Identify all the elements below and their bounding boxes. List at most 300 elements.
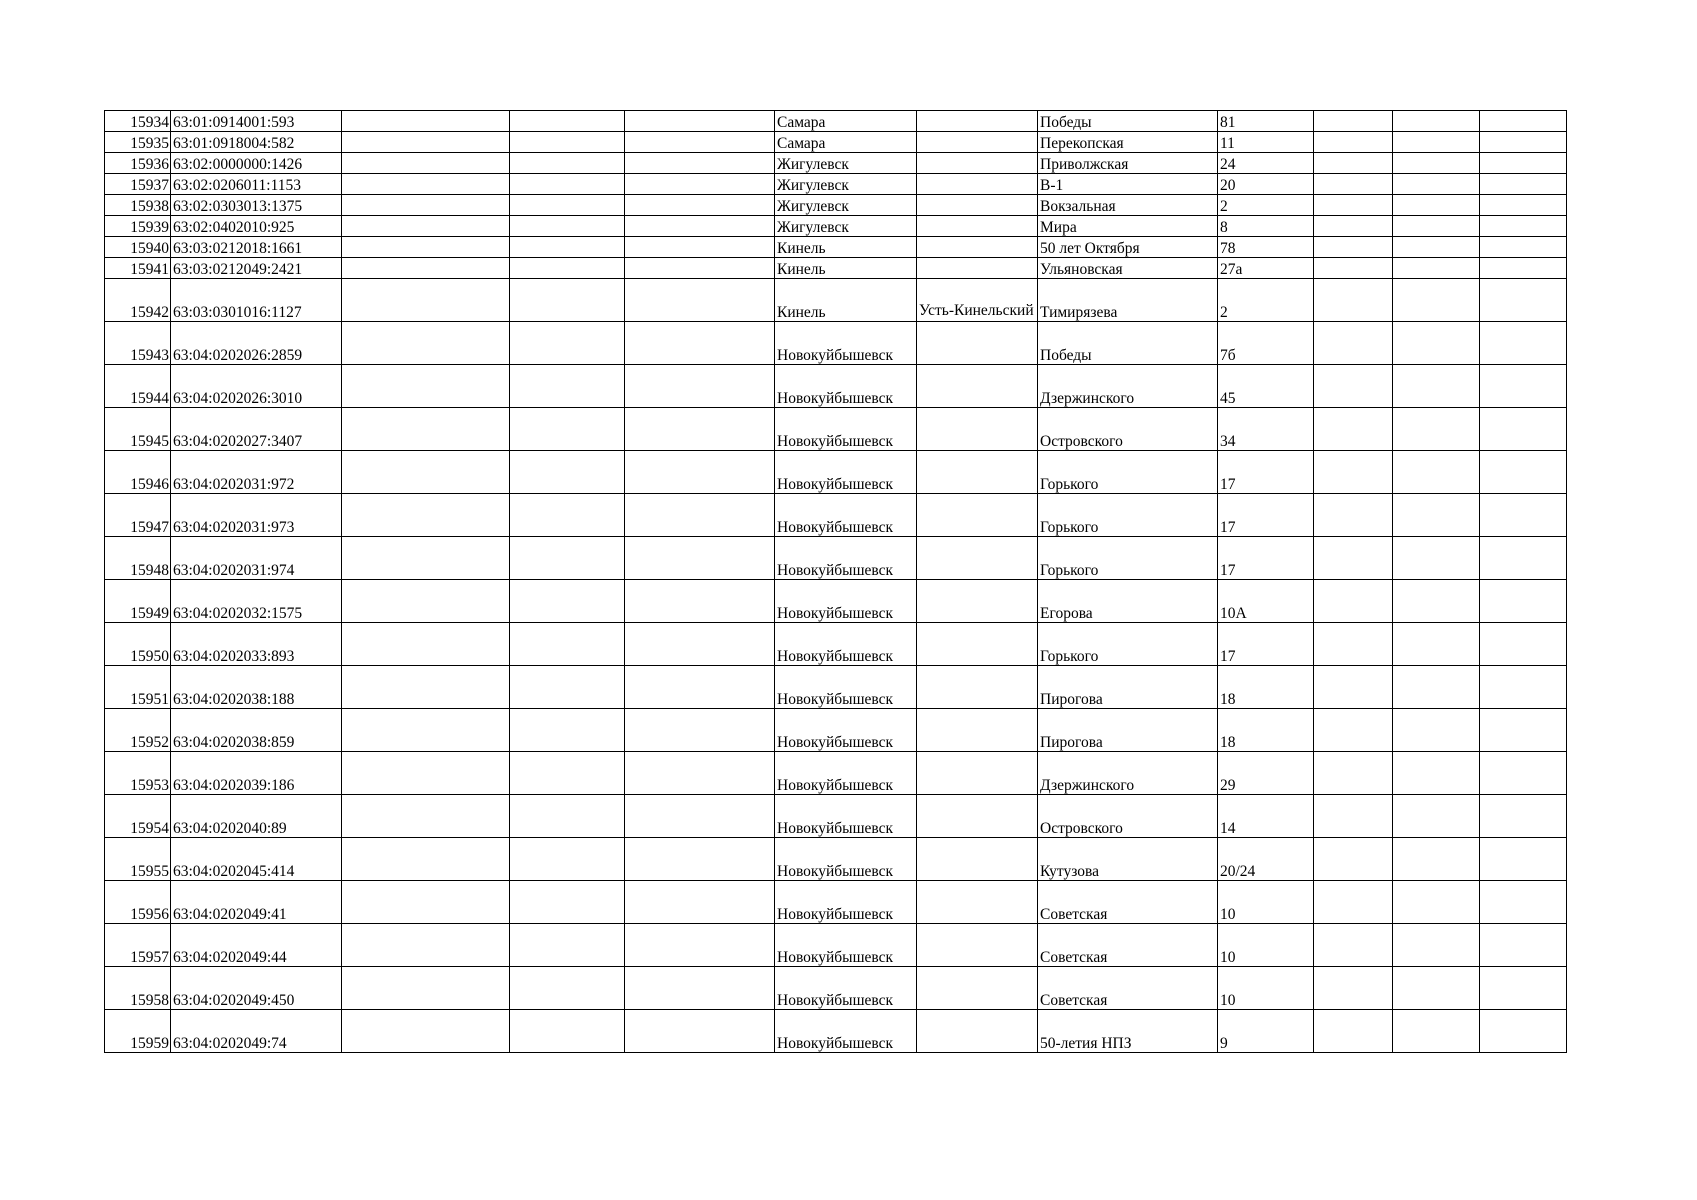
row-number-cell: 15959	[105, 1010, 171, 1053]
empty-cell	[625, 408, 775, 451]
cadastral-number-cell: 63:04:0202031:974	[171, 537, 342, 580]
table-row	[105, 967, 1567, 1010]
street-cell: Тимирязева	[1038, 279, 1218, 322]
empty-cell	[342, 709, 510, 752]
cadastral-number-cell: 63:04:0202049:450	[171, 967, 342, 1010]
house-number-cell: 29	[1218, 752, 1314, 795]
empty-cell	[510, 580, 625, 623]
locality-cell	[917, 322, 1038, 365]
empty-cell	[1480, 408, 1567, 451]
empty-cell	[510, 1010, 625, 1053]
empty-cell	[510, 795, 625, 838]
house-number-cell: 24	[1218, 153, 1314, 174]
empty-cell	[1393, 881, 1480, 924]
row-number-cell: 15937	[105, 174, 171, 195]
empty-cell	[1393, 1010, 1480, 1053]
locality-cell	[917, 881, 1038, 924]
empty-cell	[1393, 132, 1480, 153]
empty-cell	[1314, 795, 1393, 838]
city-cell: Новокуйбышевск	[775, 924, 917, 967]
empty-cell	[1480, 237, 1567, 258]
empty-cell	[1314, 709, 1393, 752]
street-cell: В-1	[1038, 174, 1218, 195]
city-cell: Новокуйбышевск	[775, 752, 917, 795]
empty-cell	[1393, 537, 1480, 580]
empty-cell	[625, 580, 775, 623]
row-number-cell: 15948	[105, 537, 171, 580]
city-cell: Новокуйбышевск	[775, 365, 917, 408]
empty-cell	[1314, 322, 1393, 365]
city-cell: Новокуйбышевск	[775, 322, 917, 365]
empty-cell	[342, 132, 510, 153]
locality-cell	[917, 153, 1038, 174]
empty-cell	[1480, 795, 1567, 838]
street-cell: Горького	[1038, 537, 1218, 580]
empty-cell	[510, 237, 625, 258]
cadastral-number-cell: 63:04:0202033:893	[171, 623, 342, 666]
empty-cell	[1393, 752, 1480, 795]
street-cell: Приволжская	[1038, 153, 1218, 174]
empty-cell	[625, 451, 775, 494]
street-cell: Советская	[1038, 967, 1218, 1010]
table-row	[105, 537, 1567, 580]
street-cell: Дзержинского	[1038, 365, 1218, 408]
empty-cell	[510, 132, 625, 153]
street-cell: Горького	[1038, 451, 1218, 494]
empty-cell	[1393, 153, 1480, 174]
street-cell: Победы	[1038, 111, 1218, 132]
locality-cell	[917, 451, 1038, 494]
locality-cell	[917, 924, 1038, 967]
empty-cell	[1314, 153, 1393, 174]
locality-cell	[917, 195, 1038, 216]
empty-cell	[1480, 451, 1567, 494]
city-cell: Новокуйбышевск	[775, 580, 917, 623]
empty-cell	[510, 153, 625, 174]
row-number-cell: 15950	[105, 623, 171, 666]
house-number-cell: 45	[1218, 365, 1314, 408]
empty-cell	[625, 195, 775, 216]
cadastral-number-cell: 63:03:0301016:1127	[171, 279, 342, 322]
empty-cell	[1480, 153, 1567, 174]
empty-cell	[625, 1010, 775, 1053]
empty-cell	[342, 580, 510, 623]
street-cell: 50 лет Октября	[1038, 237, 1218, 258]
cadastral-number-cell: 63:04:0202038:859	[171, 709, 342, 752]
house-number-cell: 20/24	[1218, 838, 1314, 881]
empty-cell	[1393, 216, 1480, 237]
empty-cell	[1480, 752, 1567, 795]
city-cell: Жигулевск	[775, 195, 917, 216]
empty-cell	[1480, 666, 1567, 709]
empty-cell	[342, 924, 510, 967]
cadastral-number-cell: 63:04:0202049:41	[171, 881, 342, 924]
empty-cell	[342, 666, 510, 709]
empty-cell	[1314, 1010, 1393, 1053]
locality-cell	[917, 580, 1038, 623]
empty-cell	[1314, 752, 1393, 795]
empty-cell	[1314, 195, 1393, 216]
house-number-cell: 10	[1218, 881, 1314, 924]
table-row	[105, 709, 1567, 752]
house-number-cell: 17	[1218, 494, 1314, 537]
row-number-cell: 15942	[105, 279, 171, 322]
empty-cell	[1314, 279, 1393, 322]
street-cell: Победы	[1038, 322, 1218, 365]
empty-cell	[510, 258, 625, 279]
empty-cell	[1480, 924, 1567, 967]
cadastral-number-cell: 63:04:0202026:2859	[171, 322, 342, 365]
house-number-cell: 10	[1218, 967, 1314, 1010]
street-cell: Пирогова	[1038, 666, 1218, 709]
empty-cell	[342, 451, 510, 494]
table-row	[105, 322, 1567, 365]
table-row	[105, 494, 1567, 537]
empty-cell	[625, 132, 775, 153]
locality-cell	[917, 967, 1038, 1010]
locality-cell	[917, 752, 1038, 795]
cadastral-number-cell: 63:04:0202038:188	[171, 666, 342, 709]
street-cell: Вокзальная	[1038, 195, 1218, 216]
row-number-cell: 15951	[105, 666, 171, 709]
empty-cell	[342, 365, 510, 408]
empty-cell	[1480, 111, 1567, 132]
table-row	[105, 795, 1567, 838]
empty-cell	[510, 408, 625, 451]
address-table	[104, 110, 1567, 1053]
street-cell: Егорова	[1038, 580, 1218, 623]
empty-cell	[342, 153, 510, 174]
locality-cell	[917, 132, 1038, 153]
empty-cell	[1393, 322, 1480, 365]
empty-cell	[1480, 195, 1567, 216]
row-number-cell: 15935	[105, 132, 171, 153]
empty-cell	[1314, 494, 1393, 537]
empty-cell	[1314, 258, 1393, 279]
cadastral-number-cell: 63:02:0303013:1375	[171, 195, 342, 216]
empty-cell	[342, 795, 510, 838]
empty-cell	[625, 537, 775, 580]
empty-cell	[1480, 1010, 1567, 1053]
empty-cell	[1314, 237, 1393, 258]
locality-cell	[917, 709, 1038, 752]
city-cell: Кинель	[775, 237, 917, 258]
cadastral-number-cell: 63:04:0202031:972	[171, 451, 342, 494]
empty-cell	[342, 237, 510, 258]
empty-cell	[510, 623, 625, 666]
empty-cell	[1480, 623, 1567, 666]
empty-cell	[342, 537, 510, 580]
empty-cell	[510, 752, 625, 795]
empty-cell	[625, 279, 775, 322]
street-cell: Пирогова	[1038, 709, 1218, 752]
row-number-cell: 15952	[105, 709, 171, 752]
empty-cell	[1480, 537, 1567, 580]
row-number-cell: 15941	[105, 258, 171, 279]
empty-cell	[510, 451, 625, 494]
city-cell: Жигулевск	[775, 153, 917, 174]
row-number-cell: 15949	[105, 580, 171, 623]
house-number-cell: 17	[1218, 451, 1314, 494]
table-row	[105, 580, 1567, 623]
row-number-cell: 15936	[105, 153, 171, 174]
empty-cell	[510, 838, 625, 881]
street-cell: Дзержинского	[1038, 752, 1218, 795]
table-row	[105, 451, 1567, 494]
row-number-cell: 15954	[105, 795, 171, 838]
empty-cell	[1393, 967, 1480, 1010]
empty-cell	[1314, 216, 1393, 237]
street-cell: Мира	[1038, 216, 1218, 237]
table-row	[105, 838, 1567, 881]
cadastral-number-cell: 63:04:0202049:74	[171, 1010, 342, 1053]
empty-cell	[1480, 258, 1567, 279]
city-cell: Новокуйбышевск	[775, 838, 917, 881]
cadastral-number-cell: 63:02:0000000:1426	[171, 153, 342, 174]
house-number-cell: 17	[1218, 623, 1314, 666]
locality-cell	[917, 494, 1038, 537]
city-cell: Кинель	[775, 279, 917, 322]
empty-cell	[1393, 580, 1480, 623]
table-row	[105, 258, 1567, 279]
empty-cell	[510, 967, 625, 1010]
table-row	[105, 132, 1567, 153]
empty-cell	[625, 322, 775, 365]
city-cell: Самара	[775, 132, 917, 153]
empty-cell	[510, 924, 625, 967]
empty-cell	[1480, 132, 1567, 153]
street-cell: Советская	[1038, 881, 1218, 924]
street-cell: Перекопская	[1038, 132, 1218, 153]
city-cell: Жигулевск	[775, 216, 917, 237]
house-number-cell: 27а	[1218, 258, 1314, 279]
empty-cell	[342, 279, 510, 322]
empty-cell	[510, 666, 625, 709]
house-number-cell: 14	[1218, 795, 1314, 838]
empty-cell	[625, 365, 775, 408]
city-cell: Новокуйбышевск	[775, 795, 917, 838]
empty-cell	[1393, 666, 1480, 709]
empty-cell	[342, 494, 510, 537]
empty-cell	[1314, 924, 1393, 967]
locality-cell	[917, 408, 1038, 451]
cadastral-number-cell: 63:01:0918004:582	[171, 132, 342, 153]
locality-cell: Усть-Кинельский	[917, 279, 1038, 322]
empty-cell	[625, 838, 775, 881]
empty-cell	[510, 494, 625, 537]
locality-cell	[917, 365, 1038, 408]
row-number-cell: 15953	[105, 752, 171, 795]
empty-cell	[1314, 967, 1393, 1010]
empty-cell	[625, 258, 775, 279]
empty-cell	[1480, 580, 1567, 623]
empty-cell	[510, 537, 625, 580]
cadastral-number-cell: 63:04:0202049:44	[171, 924, 342, 967]
street-cell: Островского	[1038, 795, 1218, 838]
street-cell: Советская	[1038, 924, 1218, 967]
empty-cell	[625, 924, 775, 967]
cadastral-number-cell: 63:04:0202031:973	[171, 494, 342, 537]
empty-cell	[1480, 322, 1567, 365]
empty-cell	[342, 1010, 510, 1053]
cadastral-number-cell: 63:04:0202026:3010	[171, 365, 342, 408]
cadastral-number-cell: 63:04:0202039:186	[171, 752, 342, 795]
table-body	[105, 111, 1567, 1053]
empty-cell	[1480, 494, 1567, 537]
cadastral-number-cell: 63:04:0202045:414	[171, 838, 342, 881]
city-cell: Новокуйбышевск	[775, 451, 917, 494]
empty-cell	[1393, 494, 1480, 537]
row-number-cell: 15944	[105, 365, 171, 408]
house-number-cell: 81	[1218, 111, 1314, 132]
empty-cell	[342, 623, 510, 666]
empty-cell	[342, 216, 510, 237]
empty-cell	[510, 195, 625, 216]
empty-cell	[1393, 237, 1480, 258]
empty-cell	[342, 174, 510, 195]
city-cell: Новокуйбышевск	[775, 408, 917, 451]
empty-cell	[510, 111, 625, 132]
empty-cell	[1480, 838, 1567, 881]
table-row	[105, 1010, 1567, 1053]
house-number-cell: 10А	[1218, 580, 1314, 623]
empty-cell	[1393, 924, 1480, 967]
row-number-cell: 15946	[105, 451, 171, 494]
row-number-cell: 15938	[105, 195, 171, 216]
empty-cell	[342, 838, 510, 881]
city-cell: Новокуйбышевск	[775, 709, 917, 752]
street-cell: Кутузова	[1038, 838, 1218, 881]
empty-cell	[625, 623, 775, 666]
empty-cell	[625, 795, 775, 838]
row-number-cell: 15957	[105, 924, 171, 967]
locality-cell	[917, 623, 1038, 666]
empty-cell	[510, 279, 625, 322]
house-number-cell: 34	[1218, 408, 1314, 451]
table-row	[105, 216, 1567, 237]
row-number-cell: 15956	[105, 881, 171, 924]
locality-cell	[917, 838, 1038, 881]
house-number-cell: 7б	[1218, 322, 1314, 365]
street-cell: 50-летия НПЗ	[1038, 1010, 1218, 1053]
empty-cell	[1393, 451, 1480, 494]
empty-cell	[625, 494, 775, 537]
table-row	[105, 623, 1567, 666]
empty-cell	[1314, 451, 1393, 494]
street-cell: Ульяновская	[1038, 258, 1218, 279]
empty-cell	[1393, 279, 1480, 322]
empty-cell	[625, 666, 775, 709]
house-number-cell: 17	[1218, 537, 1314, 580]
table-row	[105, 666, 1567, 709]
empty-cell	[1393, 709, 1480, 752]
street-cell: Горького	[1038, 623, 1218, 666]
empty-cell	[1314, 408, 1393, 451]
locality-cell	[917, 216, 1038, 237]
city-cell: Самара	[775, 111, 917, 132]
empty-cell	[1480, 709, 1567, 752]
locality-cell	[917, 111, 1038, 132]
house-number-cell: 11	[1218, 132, 1314, 153]
city-cell: Жигулевск	[775, 174, 917, 195]
locality-cell	[917, 1010, 1038, 1053]
locality-cell	[917, 258, 1038, 279]
empty-cell	[1314, 174, 1393, 195]
empty-cell	[1314, 881, 1393, 924]
empty-cell	[1393, 111, 1480, 132]
house-number-cell: 9	[1218, 1010, 1314, 1053]
city-cell: Новокуйбышевск	[775, 537, 917, 580]
empty-cell	[510, 322, 625, 365]
table-row	[105, 111, 1567, 132]
table-row	[105, 174, 1567, 195]
empty-cell	[1314, 111, 1393, 132]
empty-cell	[1314, 623, 1393, 666]
city-cell: Новокуйбышевск	[775, 1010, 917, 1053]
city-cell: Новокуйбышевск	[775, 666, 917, 709]
cadastral-number-cell: 63:01:0914001:593	[171, 111, 342, 132]
empty-cell	[1314, 365, 1393, 408]
house-number-cell: 78	[1218, 237, 1314, 258]
empty-cell	[1480, 881, 1567, 924]
empty-cell	[1480, 365, 1567, 408]
locality-cell	[917, 537, 1038, 580]
empty-cell	[625, 967, 775, 1010]
empty-cell	[1393, 195, 1480, 216]
house-number-cell: 18	[1218, 709, 1314, 752]
empty-cell	[510, 881, 625, 924]
table-row	[105, 195, 1567, 216]
table-row	[105, 752, 1567, 795]
table-row	[105, 408, 1567, 451]
empty-cell	[1393, 795, 1480, 838]
table-row	[105, 153, 1567, 174]
locality-cell	[917, 666, 1038, 709]
empty-cell	[342, 881, 510, 924]
empty-cell	[342, 967, 510, 1010]
table-row	[105, 924, 1567, 967]
house-number-cell: 2	[1218, 279, 1314, 322]
house-number-cell: 10	[1218, 924, 1314, 967]
row-number-cell: 15955	[105, 838, 171, 881]
house-number-cell: 18	[1218, 666, 1314, 709]
empty-cell	[342, 752, 510, 795]
table-row	[105, 237, 1567, 258]
empty-cell	[1480, 279, 1567, 322]
house-number-cell: 2	[1218, 195, 1314, 216]
empty-cell	[625, 174, 775, 195]
cadastral-number-cell: 63:04:0202040:89	[171, 795, 342, 838]
empty-cell	[342, 111, 510, 132]
locality-cell	[917, 795, 1038, 838]
empty-cell	[1393, 174, 1480, 195]
empty-cell	[1393, 408, 1480, 451]
empty-cell	[342, 322, 510, 365]
row-number-cell: 15939	[105, 216, 171, 237]
row-number-cell: 15943	[105, 322, 171, 365]
empty-cell	[1314, 666, 1393, 709]
cadastral-number-cell: 63:03:0212049:2421	[171, 258, 342, 279]
empty-cell	[625, 111, 775, 132]
city-cell: Новокуйбышевск	[775, 494, 917, 537]
empty-cell	[1480, 174, 1567, 195]
city-cell: Новокуйбышевск	[775, 967, 917, 1010]
empty-cell	[342, 195, 510, 216]
empty-cell	[510, 174, 625, 195]
empty-cell	[1314, 132, 1393, 153]
street-cell: Островского	[1038, 408, 1218, 451]
empty-cell	[625, 153, 775, 174]
